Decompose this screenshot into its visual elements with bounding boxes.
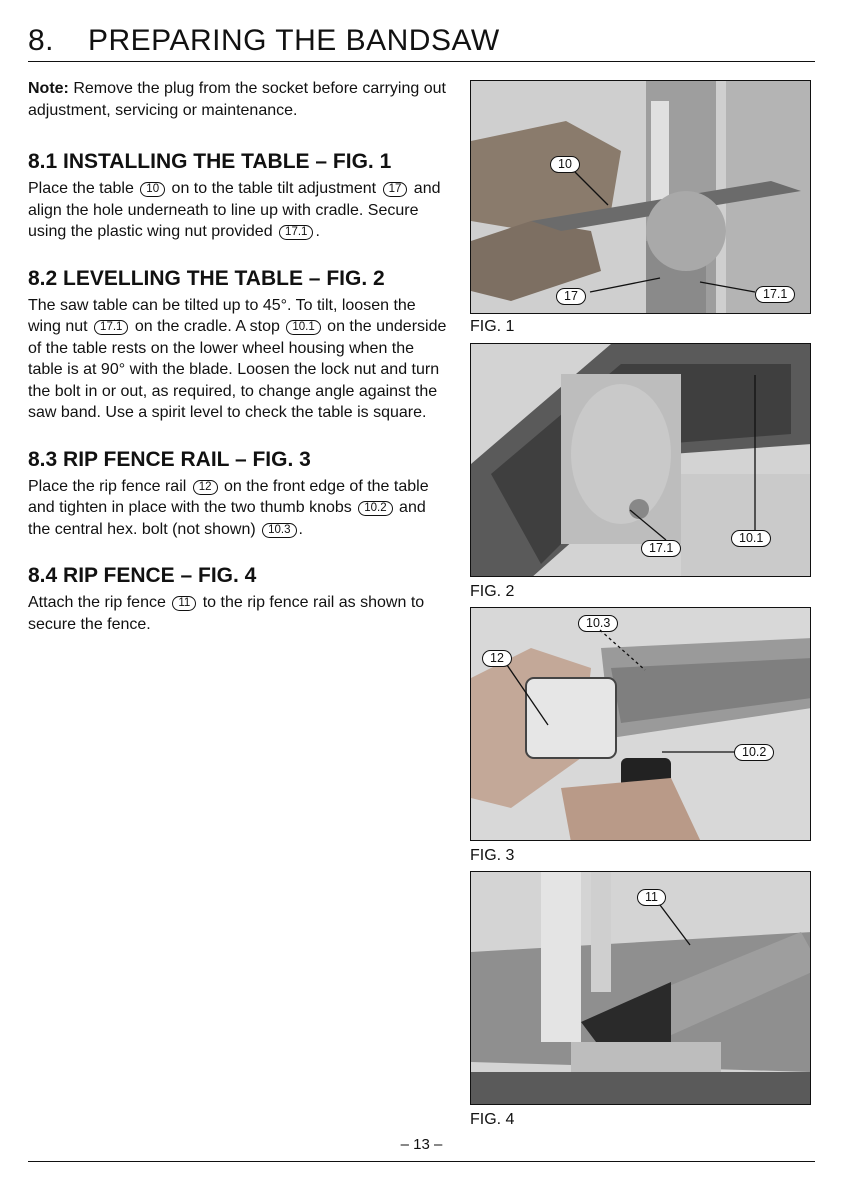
fig1-illustration [471, 81, 811, 314]
figure-3-photo [470, 607, 811, 841]
callout-10-1: 10.1 [731, 530, 771, 547]
section-text-8-2 [28, 295, 448, 424]
callout-10-3: 10.3 [578, 615, 618, 632]
chapter-title: PREPARING THE BANDSAW [88, 24, 500, 57]
section-heading-8-1: 8.1 INSTALLING THE TABLE – FIG. 1 [28, 150, 392, 173]
part-ref-12: 12 [193, 480, 218, 495]
section-text-8-4 [28, 592, 448, 635]
text-run: on the cradle. A stop [130, 318, 285, 335]
text-run: Attach the rip fence [28, 594, 171, 611]
footer-rule [28, 1161, 815, 1162]
text-run: and align the hole underneath to line up with cradle. Secure using the plastic wing nut provided [28, 180, 441, 240]
section-heading-8-4: 8.4 RIP FENCE – FIG. 4 [28, 564, 257, 587]
page-title [28, 24, 500, 58]
fig4-illustration [471, 872, 811, 1105]
figure-2-label: FIG. 2 [470, 583, 515, 600]
callout-10: 10 [550, 156, 580, 173]
part-ref-17-1: 17.1 [279, 225, 313, 240]
instructions-column [28, 78, 448, 635]
callout-12: 12 [482, 650, 512, 667]
figure-1-label: FIG. 1 [470, 318, 515, 335]
figure-3-label: FIG. 3 [470, 847, 515, 864]
part-ref-17: 17 [383, 182, 408, 197]
section-text-8-3 [28, 476, 448, 541]
text-run: and the central hex. bolt (not shown) [28, 499, 426, 538]
text-run: to the rip fence rail as shown to secure the fence. [28, 594, 425, 633]
callout-10-2: 10.2 [734, 744, 774, 761]
part-ref-10-2: 10.2 [358, 501, 392, 516]
callout-17: 17 [556, 288, 586, 305]
safety-note [28, 78, 448, 121]
title-rule [28, 61, 815, 62]
text-run: The saw table can be tilted up to 45°. To tilt, loosen the wing nut [28, 296, 416, 335]
page-number: – 13 – [400, 1136, 443, 1153]
figure-4-photo [470, 871, 811, 1105]
callout-11: 11 [637, 889, 666, 906]
text-run: Place the table [28, 180, 139, 197]
note-label: Note: [28, 80, 69, 97]
part-ref-11: 11 [172, 596, 196, 611]
text-run: on to the table tilt adjustment [167, 180, 381, 197]
callout-17-1: 17.1 [641, 540, 681, 557]
part-ref-10-1: 10.1 [286, 320, 320, 335]
note-text: Remove the plug from the socket before carrying out adjustment, servicing or maintenance. [28, 80, 446, 119]
text-run: Place the rip fence rail [28, 477, 191, 495]
section-text-8-1 [28, 178, 448, 243]
part-ref-10: 10 [140, 182, 165, 197]
figure-4-label: FIG. 4 [470, 1111, 515, 1128]
part-ref-17-1: 17.1 [94, 320, 128, 335]
part-ref-10-3: 10.3 [262, 523, 296, 538]
text-run: . [315, 223, 320, 240]
callout-17-1: 17.1 [755, 286, 795, 303]
text-run: on the underside of the table rests on the lower wheel housing when the table is at 90° with the blade. Loosen the lock nut and turn the bolt in or out, as required, to change angle against the saw band. Use a spirit level to check the table is square. [28, 318, 447, 421]
text-run: . [298, 520, 303, 538]
section-heading-8-2: 8.2 LEVELLING THE TABLE – FIG. 2 [28, 266, 385, 290]
fig3-illustration [471, 608, 811, 841]
section-heading-8-3: 8.3 RIP FENCE RAIL – FIG. 3 [28, 447, 311, 471]
figure-1-photo [470, 80, 811, 314]
text-run: on the front edge of the table and tighten in place with the two thumb knobs [28, 477, 429, 516]
chapter-number: 8. [28, 24, 55, 57]
